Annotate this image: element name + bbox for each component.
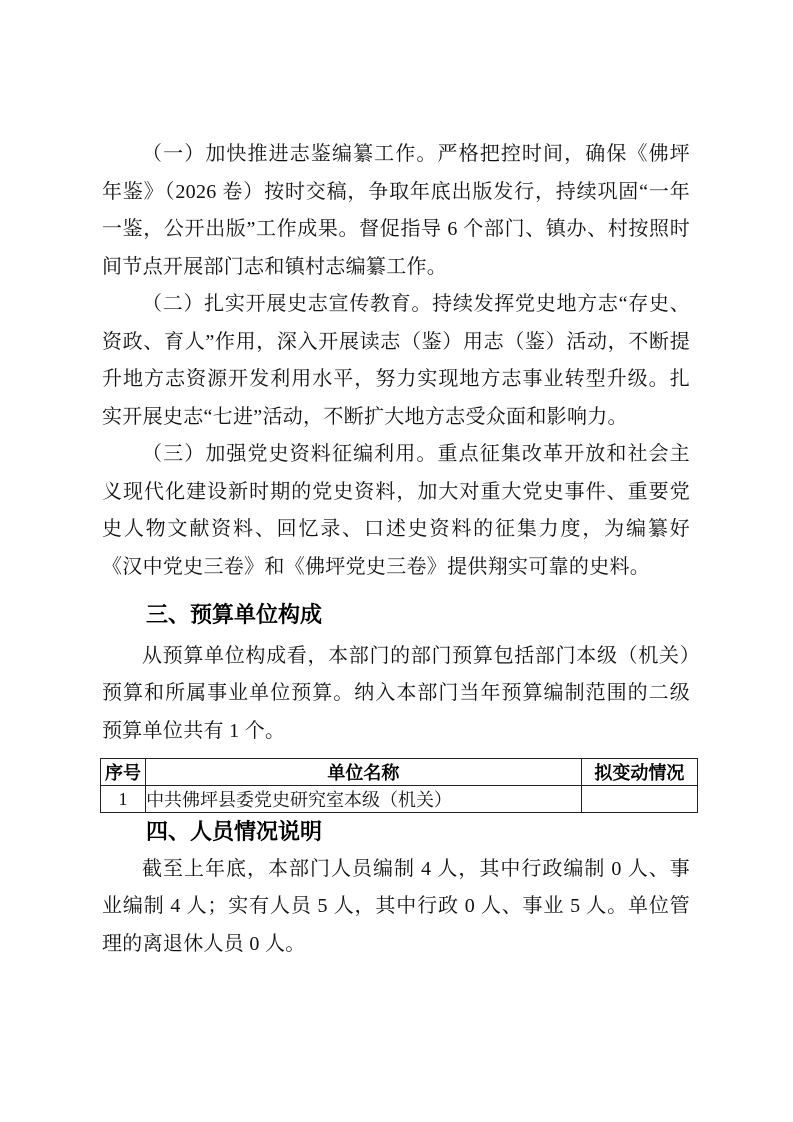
heading-budget-unit-composition: 三、预算单位构成: [146, 602, 323, 627]
paragraph-personnel: 截至上年底，本部门人员编制 4 人，其中行政编制 0 人、事业编制 4 人；实有人员 5 人，其中行政 0 人、事业 5 人。单位管理的离退休人员 0 人。: [102, 857, 690, 955]
paragraph-work-item-2: （二）扎实开展史志宣传教育。持续发挥党史地方志“存史、资政、育人”作用，深入开展读志（鉴）用志（鉴）活动，不断提升地方志资源开发利用水平，努力实现地方志事业转型升级。扎实开展史志“七进”活动，不断扩大地方志受众面和影响力。: [102, 293, 690, 428]
table-header-planned-change: 拟变动情况: [581, 759, 697, 786]
table-row: [101, 786, 698, 813]
table-header-unit-name: 单位名称: [146, 759, 582, 786]
paragraph-work-item-3: （三）加强党史资料征编利用。重点征集改革开放和社会主义现代化建设新时期的党史资料，加大对重大党史事件、重要党史人物文献资料、回忆录、口述史资料的征集力度，为编纂好《汉中党史三卷》和《佛坪党史三卷》提供翔实可靠的史料。: [102, 443, 690, 578]
heading-personnel-situation: 四、人员情况说明: [146, 819, 323, 844]
paragraph-work-item-1: （一）加快推进志鉴编纂工作。严格把控时间，确保《佛坪年鉴》（2026 卷）按时交稿，争取年底出版发行，持续巩固“一年一鉴，公开出版”工作成果。督促指导 6 个部门、镇办、村按照时间节点开展部门志和镇村志编纂工作。: [102, 143, 690, 278]
budget-unit-table: [100, 758, 698, 813]
paragraph-budget-composition: 从预算单位构成看，本部门的部门预算包括部门本级（机关）预算和所属事业单位预算。纳入本部门当年预算编制范围的二级预算单位共有 1 个。: [102, 644, 690, 742]
table-cell-unit-name: 中共佛坪县委党史研究室本级（机关）: [146, 786, 582, 813]
table-cell-planned-change: [581, 786, 697, 813]
table-cell-index: 1: [101, 786, 146, 813]
table-header-row: [101, 759, 698, 786]
table-header-index: 序号: [101, 759, 146, 786]
